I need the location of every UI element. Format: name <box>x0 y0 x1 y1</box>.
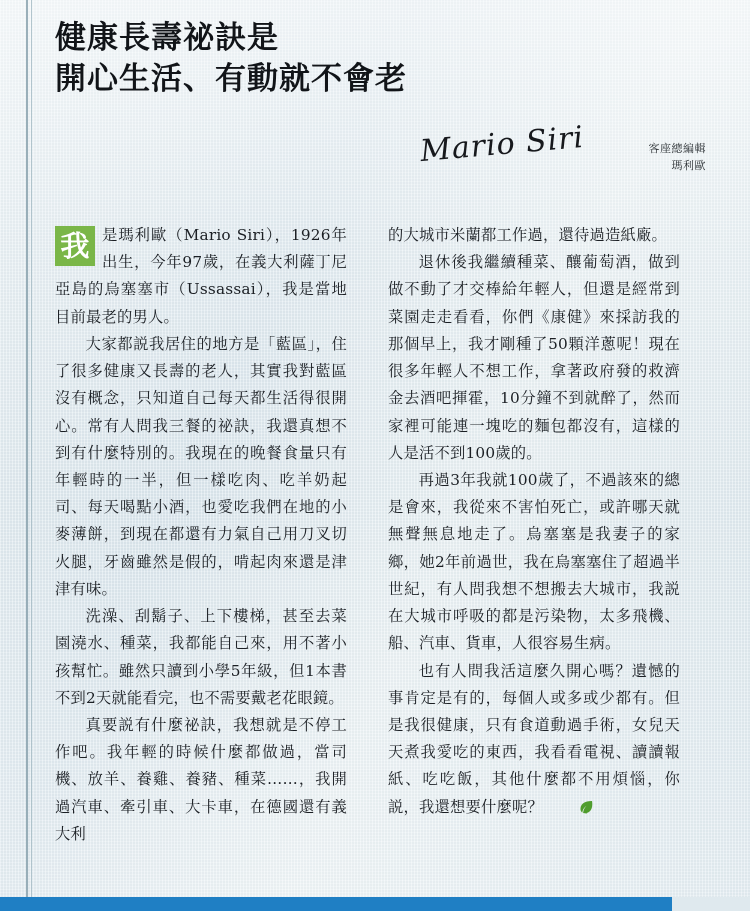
bottom-accent-bar <box>0 897 750 911</box>
paragraph: 真要説有什麼祕訣，我想就是不停工作吧。我年輕的時候什麼都做過，當司機、放羊、養雞、養豬、種菜……，我開過汽車、牽引車、大卡車，在德國還有義大利 <box>55 715 347 843</box>
paragraph-text: 也有人問我活這麼久開心嗎？遺憾的事肯定是有的，每個人或多或少都有。但是我很健康，只有食道動過手術，女兒天天煮我愛吃的東西，我看看電視、讀讀報紙、吃吃飯，其他什麼都不用煩惱，你説，我還想要什麼呢？ <box>388 661 680 816</box>
column-left <box>55 222 347 848</box>
paragraph <box>55 222 347 331</box>
signature-block <box>418 119 720 197</box>
paragraph: 洗澡、刮鬍子、上下樓梯，甚至去菜園澆水、種菜，我都能自己來，用不著小孩幫忙。雖然只讀到小學5年級，但1本書不到2天就能看完，也不需要戴老花眼鏡。 <box>55 607 347 707</box>
credit-role: 客座總編輯 <box>648 143 706 155</box>
headline-line-1: 健康長壽祕訣是 <box>55 20 279 56</box>
paragraph <box>388 658 680 824</box>
paragraph: 退休後我繼續種菜、釀葡萄酒，做到做不動了才交棒給年輕人，但還是經常到菜園走走看看，你們《康健》來採訪我的那個早上，我才剛種了50顆洋蔥呢！現在很多年輕人不想工作，拿著政府發的救濟金去酒吧揮霍，10分鐘不到就醉了，然而家裡可能連一塊吃的麵包都沒有，這樣的人是活不到100歲的。 <box>388 253 680 462</box>
drop-cap: 我 <box>55 226 95 266</box>
page-title <box>55 18 695 100</box>
paragraph: 的大城市米蘭都工作過，還待過造紙廠。 <box>388 226 667 244</box>
paragraph: 再過3年我就100歲了，不過該來的總是會來，我從來不害怕死亡，或許哪天就無聲無息地走了。烏塞塞是我妻子的家鄉，她2年前過世，我在烏塞塞住了超過半世紀，有人問我想不想搬去大城市，我説在大城市呼吸的都是污染物，太多飛機、船、汽車、貨車，人很容易生病。 <box>388 470 680 653</box>
bottom-accent-bar-cap <box>672 897 750 911</box>
paragraph: 大家都説我居住的地方是「藍區」，住了很多健康又長壽的老人，其實我對藍區沒有概念，只知道自己每天都生活得很開心。常有人問我三餐的祕訣，我還真想不到有什麼特別的。我現在的晚餐食量只有年輕時的一半，但一樣吃肉、吃羊奶起司、每天喝點小酒，也愛吃我們在地的小麥薄餅，到現在都還有力氣自己用刀叉切火腿，牙齒雖然是假的，啃起肉來還是津津有味。 <box>55 334 347 598</box>
signature-credit <box>649 141 707 174</box>
credit-name: 瑪利歐 <box>671 159 706 172</box>
leaf-icon <box>547 797 594 824</box>
left-margin-rule-inner <box>31 0 32 911</box>
handwritten-signature: Mario Siri <box>418 119 586 170</box>
paragraph-text: 是瑪利歐（Mario Siri），1926年出生，今年97歲，在義大利薩丁尼亞島的烏塞塞市（Ussassai），我是當地目前最老的男人。 <box>55 226 347 326</box>
article-body <box>55 222 700 862</box>
left-margin-rule <box>26 0 28 911</box>
column-right <box>388 222 680 824</box>
headline-line-2: 開心生活、有動就不會老 <box>55 61 407 98</box>
